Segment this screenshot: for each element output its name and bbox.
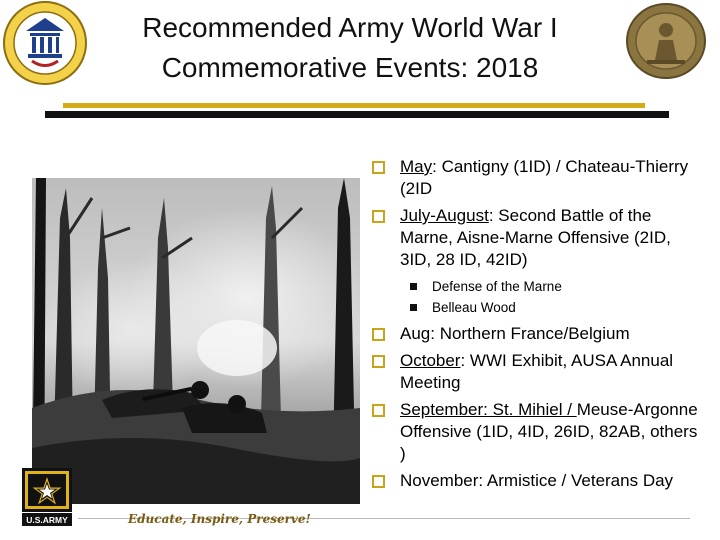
filled-square-bullet-icon	[410, 304, 417, 311]
filled-square-bullet-icon	[410, 283, 417, 290]
aug-text: Aug: Northern France/Belgium	[400, 324, 630, 343]
commemoration-medallion	[625, 2, 707, 80]
battlefield-photo	[32, 178, 360, 504]
hollow-square-bullet-icon	[372, 404, 385, 417]
september-text: Meuse-Argonne Offensive (1ID, 4ID, 26ID, 82AB, others )	[400, 400, 698, 463]
header-black-rule	[45, 111, 669, 118]
list-item-july-august	[370, 205, 706, 271]
list-item-september	[370, 399, 706, 465]
us-army-logo-text: U.S.ARMY	[26, 515, 68, 525]
july-august-label: July-August	[400, 206, 489, 225]
slide-title	[110, 8, 590, 88]
october-label: October	[400, 351, 461, 370]
november-text: November: Armistice / Veterans Day	[400, 471, 674, 490]
september-label: September: St. Mihiel /	[400, 400, 577, 419]
may-text: : Cantigny (1ID) / Chateau-Thierry (2ID	[400, 157, 689, 198]
footer-tagline: Educate, Inspire, Preserve!	[128, 512, 311, 526]
hollow-square-bullet-icon	[372, 210, 385, 223]
list-item-november	[370, 470, 706, 492]
list-item-aug	[370, 323, 706, 345]
us-army-star-logo	[22, 468, 72, 526]
title-line-2: Commemorative Events: 2018	[161, 52, 539, 83]
events-list	[370, 156, 706, 497]
sub-item-belleau-wood: Belleau Wood	[370, 297, 706, 318]
header-gold-rule	[63, 103, 645, 108]
hollow-square-bullet-icon	[372, 355, 385, 368]
october-text: : WWI Exhibit, AUSA Annual Meeting	[400, 351, 674, 392]
title-line-1: Recommended Army World War I	[142, 12, 558, 43]
list-item-may	[370, 156, 706, 200]
hollow-square-bullet-icon	[372, 161, 385, 174]
may-label: May	[400, 157, 433, 176]
administrative-assistant-seal	[2, 0, 88, 86]
list-item-october	[370, 350, 706, 394]
hollow-square-bullet-icon	[372, 475, 385, 488]
hollow-square-bullet-icon	[372, 328, 385, 341]
july-august-text: : Second Battle of the Marne, Aisne-Marne Offensive (2ID, 3ID, 28 ID, 42ID)	[400, 206, 671, 269]
sub-item-defense-of-the-marne: Defense of the Marne	[370, 276, 706, 297]
